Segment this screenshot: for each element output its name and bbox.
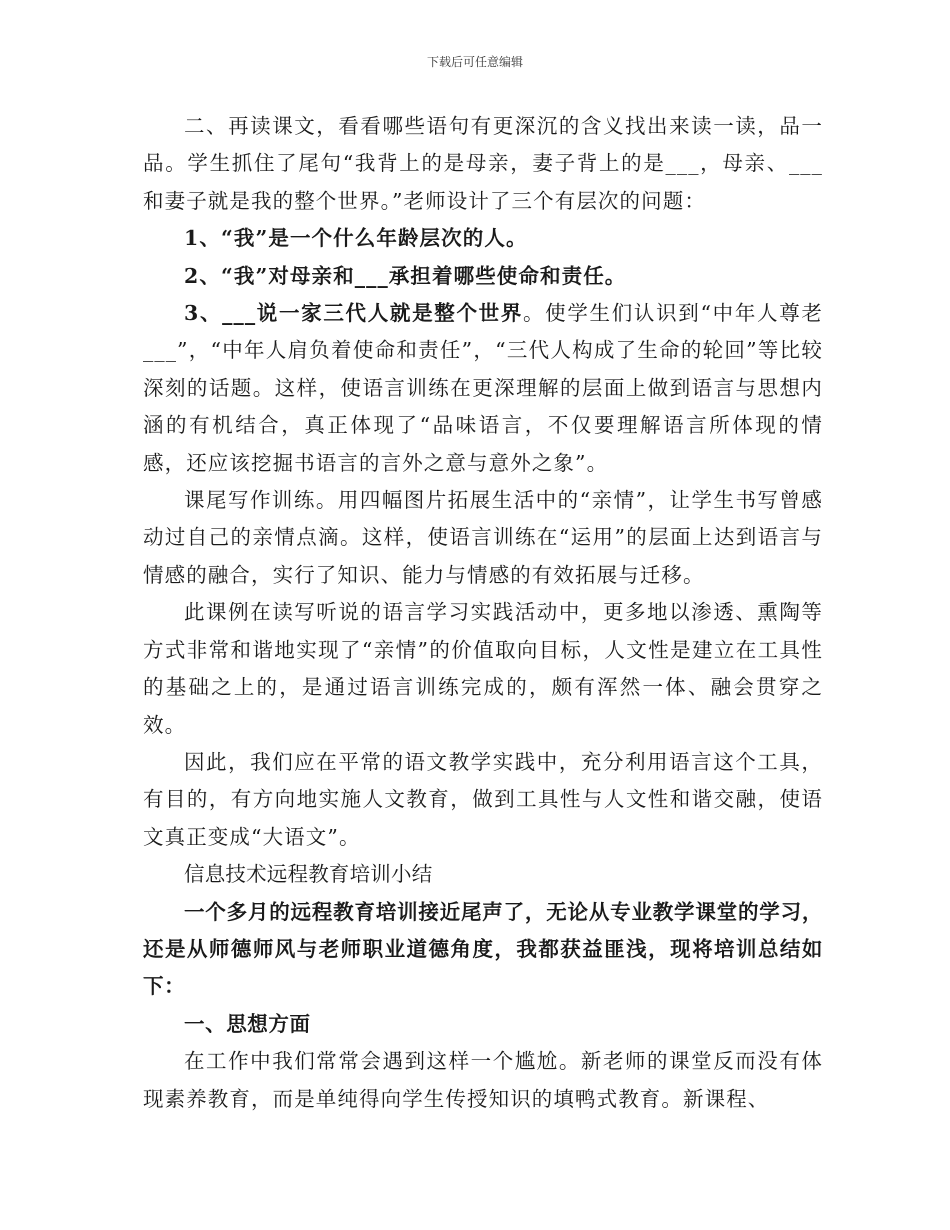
paragraph-intro: 一个多月的远程教育培训接近尾声了，无论从专业教学课堂的学习，还是从师德师风与老师职业道德角度，我都获益匪浅，现将培训总结如下： <box>143 899 823 999</box>
paragraph-conclusion: 因此，我们应在平常的语文教学实践中，充分利用语言这个工具，有目的，有方向地实施人文教育，做到工具性与人文性和谐交融，使语文真正变成“大语文”。 <box>143 749 823 849</box>
question-3-commentary: 。使学生们认识到“中年人尊老___”，“中年人肩负着使命和责任”，“三代人构成了生命的轮回”等比较深刻的话题。这样，使语言训练在更深理解的层面上做到语言与思想内涵的有机结合，真正体现了“品味语言，不仅要理解语言所体现的情感，还应该挖掘书语言的言外之意与意外之象”。 <box>143 301 823 475</box>
question-3: 3、___说一家三代人就是整个世界 <box>184 301 523 326</box>
question-3-paragraph <box>143 295 823 482</box>
paragraph-reread: 二、再读课文，看看哪些语句有更深沉的含义找出来读一读，品一品。学生抓住了尾句“我背上的是母亲，妻子背上的是___，母亲、___和妻子就是我的整个世界。”老师设计了三个有层次的问题： <box>143 114 823 213</box>
question-1: 1、“我”是一个什么年龄层次的人。 <box>184 226 528 251</box>
paragraph-case-summary: 此课例在读写听说的语言学习实践活动中，更多地以渗透、熏陶等方式非常和谐地实现了“亲情”的价值取向目标，人文性是建立在工具性的基础之上的，是通过语言训练完成的，颇有浑然一体、融会贯穿之效。 <box>143 600 823 737</box>
question-2: 2、“我”对母亲和___承担着哪些使命和责任。 <box>184 263 627 288</box>
paragraph-writing-training: 课尾写作训练。用四幅图片拓展生活中的“亲情”，让学生书写曾感动过自己的亲情点滴。这样，使语言训练在“运用”的层面上达到语言与情感的融合，实行了知识、能力与情感的有效拓展与迁移。 <box>143 488 823 587</box>
section-title: 信息技术远程教育培训小结 <box>184 862 433 887</box>
document-body <box>143 108 823 1118</box>
section-heading-thought: 一、思想方面 <box>184 1011 311 1036</box>
paragraph-thought: 在工作中我们常常会遇到这样一个尴尬。新老师的课堂反而没有体现素养教育，而是单纯得向学生传授知识的填鸭式教育。新课程、 <box>143 1049 823 1111</box>
page-header: 下载后可任意编辑 <box>426 55 523 69</box>
